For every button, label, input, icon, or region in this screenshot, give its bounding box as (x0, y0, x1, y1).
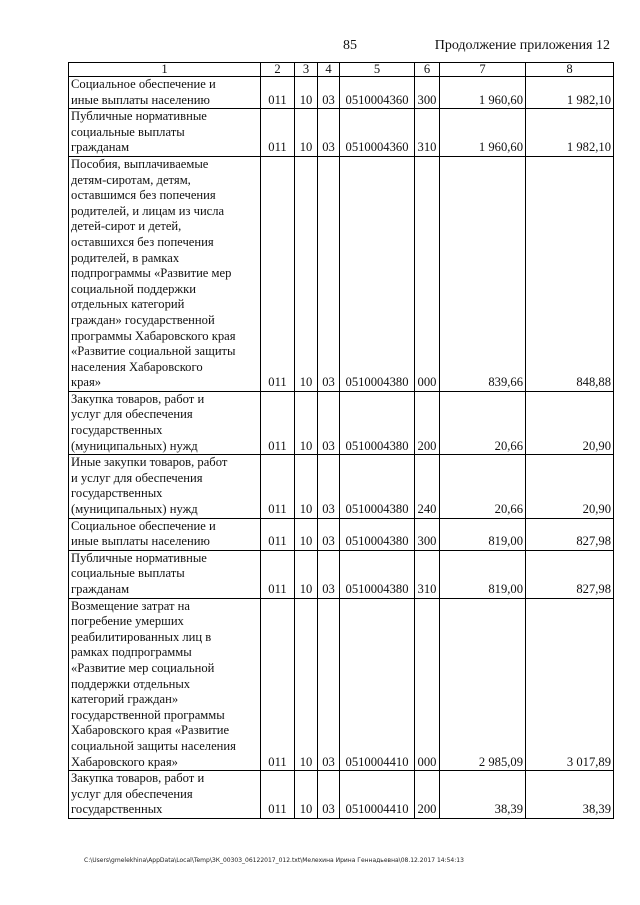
amount-year2-cell: 827,98 (526, 518, 614, 550)
subsection-cell: 03 (318, 771, 340, 819)
table-row (69, 598, 614, 771)
row-name-line: Пособия, выплачиваемые (71, 156, 209, 171)
glav-code-cell: 011 (261, 598, 295, 771)
glav-code-cell: 011 (261, 518, 295, 550)
expense-type-cell: 000 (415, 598, 440, 771)
subsection-cell: 03 (318, 109, 340, 157)
subsection-cell: 03 (318, 77, 340, 109)
section-cell: 10 (295, 109, 318, 157)
row-name-line: социальной защиты населения (71, 738, 236, 753)
subsection-cell: 03 (318, 156, 340, 391)
column-header-3: 3 (295, 63, 318, 77)
row-name (69, 77, 261, 109)
section-cell: 10 (295, 771, 318, 819)
row-name-line: родителей, в рамках (71, 250, 180, 265)
amount-year1-cell: 1 960,60 (440, 109, 526, 157)
amount-year2-cell: 38,39 (526, 771, 614, 819)
page-number: 85 (343, 38, 357, 53)
row-name-line: «Развитие социальной защиты (71, 344, 236, 359)
row-name-line: подпрограммы «Развитие мер (71, 266, 232, 281)
row-name-line: услуг для обеспечения (71, 786, 193, 801)
table-row (69, 550, 614, 598)
glav-code-cell: 011 (261, 156, 295, 391)
section-cell: 10 (295, 391, 318, 454)
table-row (69, 771, 614, 819)
amount-year2-cell: 20,90 (526, 391, 614, 454)
glav-code-cell: 011 (261, 109, 295, 157)
column-header-4: 4 (318, 63, 340, 77)
row-name-line: Социальное обеспечение и (71, 77, 216, 91)
target-article-cell: 0510004380 (340, 518, 415, 550)
expense-type-cell: 300 (415, 518, 440, 550)
subsection-cell: 03 (318, 518, 340, 550)
column-header-6: 6 (415, 63, 440, 77)
row-name-line: населения Хабаровского (71, 359, 203, 374)
subsection-cell: 03 (318, 598, 340, 771)
column-header-2: 2 (261, 63, 295, 77)
table-row (69, 109, 614, 157)
row-name-line: Социальное обеспечение и (71, 518, 216, 533)
expense-type-cell: 310 (415, 109, 440, 157)
row-name (69, 771, 261, 819)
header-row (69, 63, 614, 77)
glav-code-cell: 011 (261, 455, 295, 518)
amount-year2-cell: 1 982,10 (526, 109, 614, 157)
glav-code-cell: 011 (261, 771, 295, 819)
row-name-line: Возмещение затрат на (71, 598, 190, 613)
amount-year1-cell: 2 985,09 (440, 598, 526, 771)
row-name-line: государственных (71, 802, 163, 817)
row-name-line: гражданам (71, 140, 130, 155)
row-name-line: Закупка товаров, работ и (71, 391, 205, 406)
row-name-line: и услуг для обеспечения (71, 470, 203, 485)
row-name-line: оставшимся без попечения (71, 188, 216, 203)
row-name-line: родителей, и лицам из числа (71, 203, 225, 218)
row-name-line: социальные выплаты (71, 124, 185, 139)
row-name-line: государственной программы (71, 707, 225, 722)
row-name (69, 550, 261, 598)
table-row (69, 391, 614, 454)
row-name-line: государственных (71, 486, 163, 501)
row-name-line: категорий граждан» (71, 692, 179, 707)
column-header-8: 8 (526, 63, 614, 77)
amount-year2-cell: 20,90 (526, 455, 614, 518)
expense-type-cell: 200 (415, 391, 440, 454)
row-name-line: «Развитие мер социальной (71, 660, 215, 675)
row-name-line: Хабаровского края «Развитие (71, 723, 230, 738)
row-name-line: иные выплаты населению (71, 92, 210, 107)
column-header-1: 1 (69, 63, 261, 77)
row-name (69, 156, 261, 391)
row-name-line: Хабаровского края» (71, 754, 178, 769)
row-name-line: Публичные нормативные (71, 550, 207, 565)
section-cell: 10 (295, 518, 318, 550)
glav-code-cell: 011 (261, 77, 295, 109)
row-name (69, 391, 261, 454)
expense-type-cell: 240 (415, 455, 440, 518)
subsection-cell: 03 (318, 550, 340, 598)
row-name-line: Публичные нормативные (71, 109, 207, 124)
row-name-line: государственных (71, 423, 163, 438)
row-name-line: оставшихся без попечения (71, 234, 214, 249)
expense-type-cell: 310 (415, 550, 440, 598)
row-name-line: Закупка товаров, работ и (71, 771, 205, 786)
glav-code-cell: 011 (261, 550, 295, 598)
amount-year1-cell: 1 960,60 (440, 77, 526, 109)
target-article-cell: 0510004410 (340, 598, 415, 771)
glav-code-cell: 011 (261, 391, 295, 454)
target-article-cell: 0510004380 (340, 455, 415, 518)
amount-year2-cell: 1 982,10 (526, 77, 614, 109)
row-name-line: иные выплаты населению (71, 534, 210, 549)
subsection-cell: 03 (318, 391, 340, 454)
row-name-line: социальные выплаты (71, 566, 185, 581)
table-row (69, 455, 614, 518)
section-cell: 10 (295, 550, 318, 598)
expense-type-cell: 200 (415, 771, 440, 819)
target-article-cell: 0510004360 (340, 77, 415, 109)
row-name (69, 518, 261, 550)
amount-year1-cell: 819,00 (440, 518, 526, 550)
row-name-line: детям-сиротам, детям, (71, 172, 191, 187)
table-row (69, 156, 614, 391)
amount-year1-cell: 839,66 (440, 156, 526, 391)
row-name-line: поддержки отдельных (71, 676, 191, 691)
row-name (69, 598, 261, 771)
table-body (69, 77, 614, 819)
row-name-line: программы Хабаровского края (71, 328, 236, 343)
row-name-line: гражданам (71, 582, 130, 596)
amount-year1-cell: 819,00 (440, 550, 526, 598)
target-article-cell: 0510004380 (340, 156, 415, 391)
budget-table (68, 62, 614, 819)
amount-year2-cell: 827,98 (526, 550, 614, 598)
row-name-line: (муниципальных) нужд (71, 438, 198, 453)
row-name-line: края» (71, 375, 102, 390)
subsection-cell: 03 (318, 455, 340, 518)
continuation-label: Продолжение приложения 12 (434, 38, 610, 53)
expense-type-cell: 300 (415, 77, 440, 109)
target-article-cell: 0510004380 (340, 391, 415, 454)
table-row (69, 77, 614, 109)
file-path-footer: C:\Users\gmelekhina\AppData\Local\Temp\ЗК_00303_06122017_012.txt\Мелехина Ирина Геннадьевна\08.12.2017 14:54:13 (84, 857, 464, 864)
row-name-line: реабилитированных лиц в (71, 629, 212, 644)
row-name-line: услуг для обеспечения (71, 407, 193, 422)
row-name-line: погребение умерших (71, 614, 184, 629)
row-name (69, 109, 261, 157)
row-name-line: (муниципальных) нужд (71, 502, 198, 517)
section-cell: 10 (295, 156, 318, 391)
row-name-line: отдельных категорий (71, 297, 185, 312)
target-article-cell: 0510004380 (340, 550, 415, 598)
column-header-7: 7 (440, 63, 526, 77)
target-article-cell: 0510004360 (340, 109, 415, 157)
amount-year1-cell: 38,39 (440, 771, 526, 819)
row-name-line: рамках подпрограммы (71, 645, 192, 660)
amount-year2-cell: 848,88 (526, 156, 614, 391)
table-row (69, 518, 614, 550)
section-cell: 10 (295, 455, 318, 518)
column-header-5: 5 (340, 63, 415, 77)
amount-year1-cell: 20,66 (440, 391, 526, 454)
amount-year1-cell: 20,66 (440, 455, 526, 518)
section-cell: 10 (295, 598, 318, 771)
expense-type-cell: 000 (415, 156, 440, 391)
amount-year2-cell: 3 017,89 (526, 598, 614, 771)
row-name-line: детей-сирот и детей, (71, 219, 182, 234)
row-name-line: Иные закупки товаров, работ (71, 455, 228, 470)
row-name (69, 455, 261, 518)
row-name-line: социальной поддержки (71, 281, 196, 296)
target-article-cell: 0510004410 (340, 771, 415, 819)
section-cell: 10 (295, 77, 318, 109)
row-name-line: граждан» государственной (71, 312, 215, 327)
